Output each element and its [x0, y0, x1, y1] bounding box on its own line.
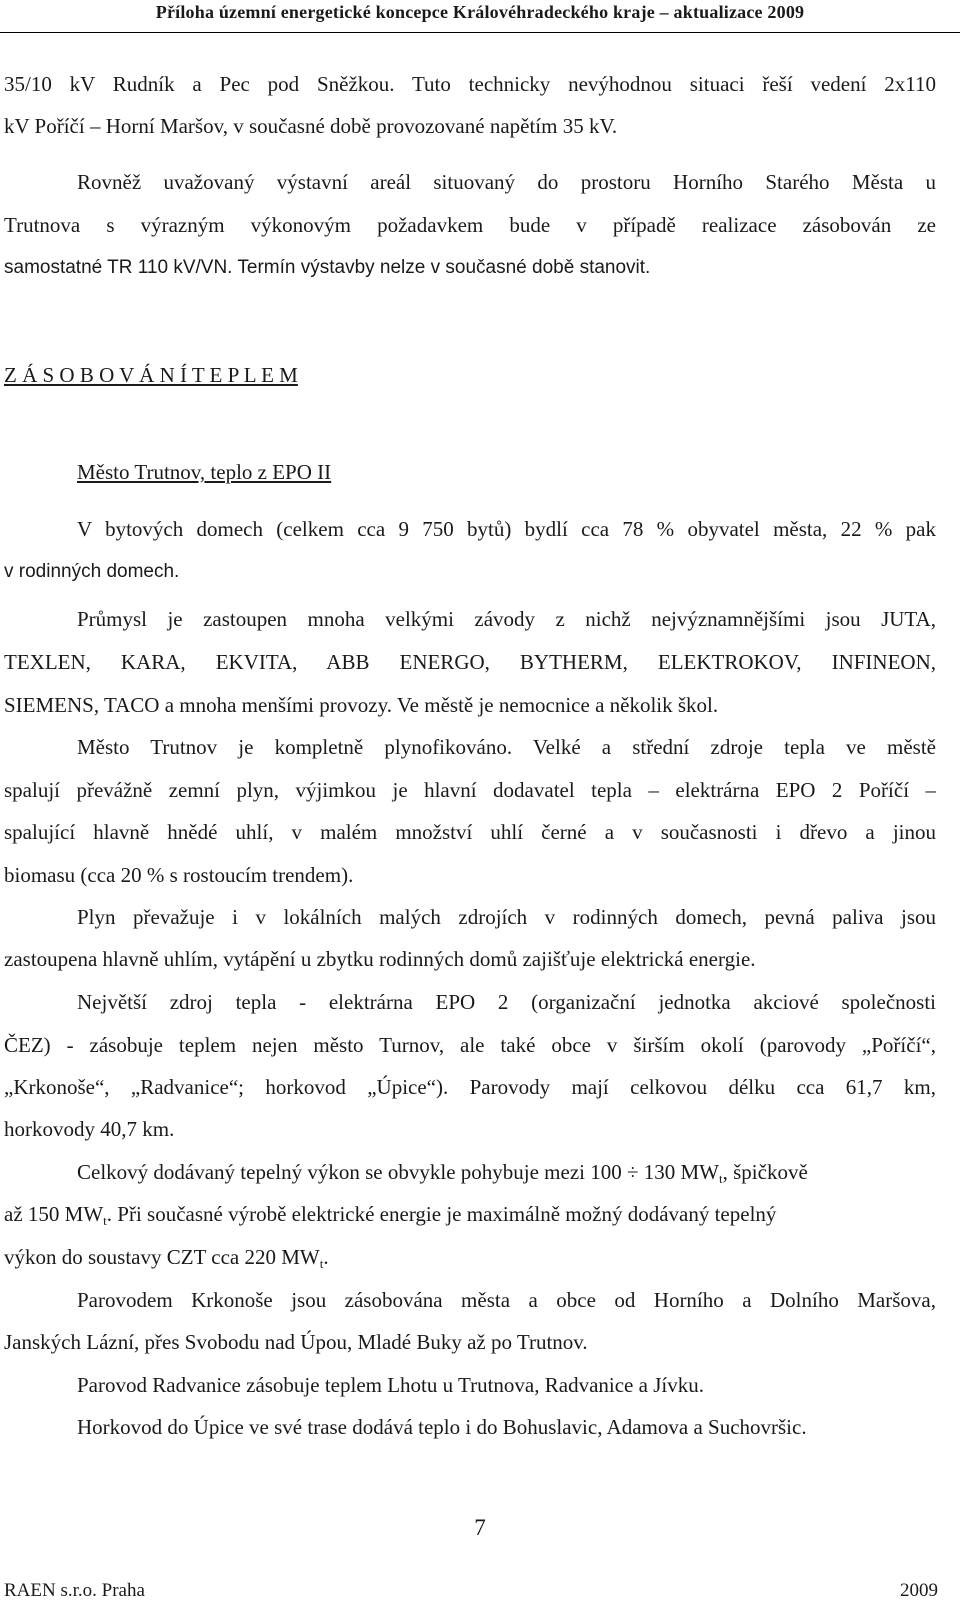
- p7-line1: Největší zdroj tepla - elektrárna EPO 2 (organizační jednotka akciové společnosti: [77, 990, 936, 1014]
- p2-line3: samostatné TR 110 kV/VN. Termín výstavby nelze v současné době stanovit.: [4, 257, 651, 278]
- p9-line1: Parovodem Krkonoše jsou zásobována města a obce od Horního a Dolního Maršova,: [77, 1288, 936, 1312]
- p8-line3-sub: t: [319, 1256, 324, 1271]
- p11-line: Horkovod do Úpice ve své trase dodává teplo i do Bohuslavic, Adamova a Suchovršic.: [77, 1415, 807, 1439]
- p8-line1-text-end: , špičkově: [722, 1160, 808, 1184]
- p8-line1: [77, 1159, 936, 1192]
- p8-line2-sub: t: [103, 1213, 107, 1228]
- p2-line1: Rovněž uvažovaný výstavní areál situovaný do prostoru Horního Starého Města u: [77, 170, 936, 194]
- p2-line2: Trutnova s výrazným výkonovým požadavkem bude v případě realizace zásobován ze: [4, 213, 936, 237]
- p1-line2: kV Poříčí – Horní Maršov, v současné době provozované napětím 35 kV.: [4, 114, 618, 138]
- p8-line1-text: Celkový dodávaný tepelný výkon se obvykle pohybuje mezi 100 ÷ 130 MW: [77, 1160, 719, 1184]
- p4-line1: Průmysl je zastoupen mnoha velkými závody z nichž nejvýznamnějšími jsou JUTA,: [77, 607, 936, 631]
- p8-line2-text-end: . Při současné výrobě elektrické energie je maximálně možný dodávaný tepelný: [106, 1202, 777, 1226]
- p6-line1: Plyn převažuje i v lokálních malých zdrojích v rodinných domech, pevná paliva jsou: [77, 905, 936, 929]
- p6-line2: zastoupena hlavně uhlím, vytápění u zbytku rodinných domů zajišťuje elektrická energie.: [4, 947, 756, 971]
- p8-line3: [4, 1244, 936, 1277]
- p5-line2: spalují převážně zemní plyn, výjimkou je hlavní dodavatel tepla – elektrárna EPO 2 Poříčí –: [4, 778, 936, 802]
- p5-line3: spalující hlavně hnědé uhlí, v malém množství uhlí černé a v současnosti i dřevo a jinou: [4, 820, 936, 844]
- p5-line1: Město Trutnov je kompletně plynofikováno. Velké a střední zdroje tepla ve městě: [77, 735, 936, 759]
- section-title: Z Á S O B O V Á N Í T E P L E M: [4, 363, 298, 387]
- p3-line1: V bytových domech (celkem cca 9 750 bytů) bydlí cca 78 % obyvatel města, 22 % pak: [77, 517, 936, 541]
- p8-line1-sub: t: [719, 1171, 723, 1186]
- p7-line2: ČEZ) - zásobuje teplem nejen město Turnov, ale také obce v širším okolí (parovody „Poříčí“,: [4, 1033, 936, 1057]
- p1-line1: 35/10 kV Rudník a Pec pod Sněžkou. Tuto technicky nevýhodnou situaci řeší vedení 2x110: [4, 72, 936, 96]
- p4-line3: SIEMENS, TACO a mnoha menšími provozy. Ve městě je nemocnice a několik škol.: [4, 693, 719, 717]
- footer-company: RAEN s.r.o. Praha: [4, 1580, 145, 1601]
- page-header: Příloha územní energetické koncepce Královéhradeckého kraje – aktualizace 2009: [155, 2, 805, 22]
- p9-line2: Janských Lázní, přes Svobodu nad Úpou, Mladé Buky až po Trutnov.: [4, 1330, 588, 1354]
- p7-line3: „Krkonoše“, „Radvanice“; horkovod „Úpice“). Parovody mají celkovou délku cca 61,7 km,: [4, 1075, 936, 1099]
- header-divider: [0, 32, 960, 33]
- footer-year: 2009: [900, 1580, 938, 1601]
- p8-line3-text-end: .: [323, 1245, 329, 1269]
- p8-line2: [4, 1201, 936, 1234]
- subsection-title: Město Trutnov, teplo z EPO II: [77, 460, 332, 484]
- p8-line2-text: až 150 MW: [4, 1202, 104, 1226]
- page-number: 7: [474, 1515, 486, 1540]
- p10-line: Parovod Radvanice zásobuje teplem Lhotu u Trutnova, Radvanice a Jívku.: [77, 1373, 704, 1397]
- p5-line4: biomasu (cca 20 % s rostoucím trendem).: [4, 863, 354, 887]
- p7-line4: horkovody 40,7 km.: [4, 1117, 175, 1141]
- p8-line3-text: výkon do soustavy CZT cca 220 MW: [4, 1245, 320, 1269]
- p4-line2: TEXLEN, KARA, EKVITA, ABB ENERGO, BYTHERM, ELEKTROKOV, INFINEON,: [4, 650, 936, 674]
- p3-line2: v rodinných domech.: [4, 561, 180, 582]
